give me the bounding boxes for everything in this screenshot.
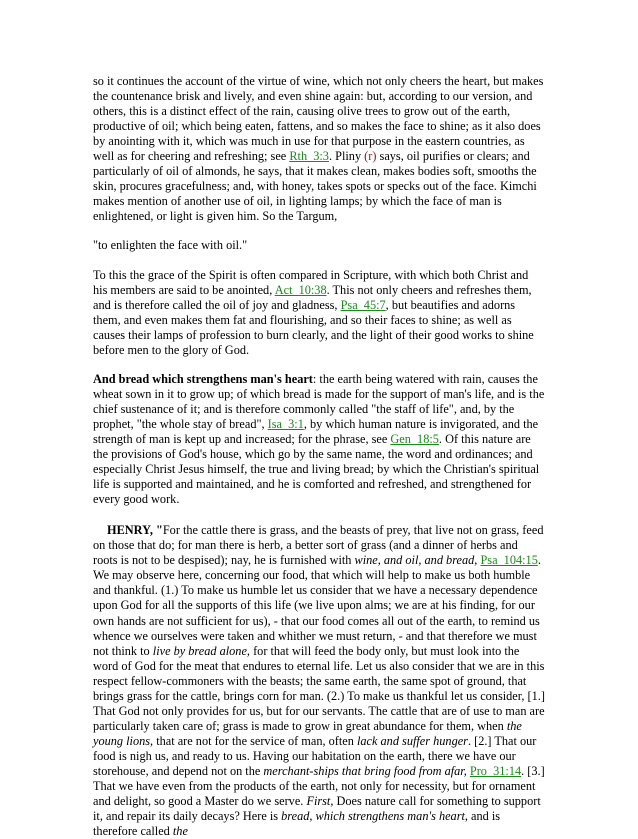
scripture-link[interactable]: Pro_31:14: [469, 763, 522, 778]
scripture-link[interactable]: Psa_104:15: [480, 553, 538, 568]
footnote-marker[interactable]: (r): [364, 149, 377, 164]
document-page: [93, 74, 545, 839]
paragraph-oil: so it continues the account of the virtue of wine, which not only cheers the heart, but makes the countenance brisk and lively, and even shine again: but, according to our version, and others, this is a distinct effect of the rain, causing olive trees to grow out of the earth, productive of oil; which being eaten, fattens, and so makes the face to shine; as it also does by anointing with it, which was much in use for that purpose in the eastern countries, as well as for cheering and refreshing; see Rth_3:3. Pliny (r) says, oil purifies or clears; and particularly of oil of almonds, he says, that it makes clean, makes bodies soft, smooths the skin, procures gracefulness; and, with honey, takes spots or specks out of the face. Kimchi makes mention of another use of oil, in lighting lamps; by which the face of man is enlightened, or light is given him. So the Targum,: [93, 74, 544, 224]
bold-heading: And bread which strengthens man's heart: [93, 371, 313, 386]
targum-quote: "to enlighten the face with oil.": [93, 238, 248, 253]
scripture-link[interactable]: Rth_3:3: [289, 149, 329, 164]
paragraph-spirit: To this the grace of the Spirit is often compared in Scripture, with which both Christ and his members are said to be anointed, Act_10:38. This not only cheers and refreshes them, and is therefore called the oil of joy and gladness, Psa_45:7, but beautifies and adorns them, and even makes them fat and flourishing, and so their faces to shine; as well as causes their lamps of profession to burn clearly, and the light of their good works to shine before men to the glory of God.: [93, 267, 534, 357]
scripture-link[interactable]: Gen_18:5: [390, 431, 439, 446]
scripture-link[interactable]: Isa_3:1: [267, 416, 304, 431]
paragraph-bread: And bread which strengthens man's heart: the earth being watered with rain, causes the wheat sown in it to grow up; of which bread is made for the support of man's life, and is the chief sustenance of it; and is therefore commonly called "the staff of life", and, by the prophet, "the whole stay of bread", Isa_3:1, by which human nature is invigorated, and the strength of man is kept up and increased; for the phrase, see Gen_18:5. Of this nature are the provisions of God's house, which go by the same name, the word and ordinances; and especially Christ Jesus himself, the true and living bread; by which the Christian's spiritual life is supported and maintained, and he is comforted and refreshed, and strengthened for every good work.: [93, 371, 545, 507]
scripture-link[interactable]: Act_10:38: [274, 282, 327, 297]
commentator-heading: HENRY, ": [107, 523, 163, 538]
scripture-link[interactable]: Psa_45:7: [340, 297, 386, 312]
paragraph-henry: HENRY, "For the cattle there is grass, and the beasts of prey, that live not on grass, feed on those that do; for man there is herb, a better sort of grass (and a dinner of herbs and roots is not to be despised); nay, he is furnished with wine, and oil, and bread, Psa_104:15. We may observe here, concerning our food, that which will help to make us both humble and thankful. (1.) To make us humble let us consider that we have a necessary dependence upon God for all the supports of this life (we live upon alms; we are at his finding, for our own hands are not sufficient for us), - that our food comes all out of the earth, to remind us whence we ourselves were taken and whither we must return, - and that therefore we must not think to live by bread alone, for that will feed the body only, but must look into the word of God for the meat that endures to eternal life. Let us also consider that we are in this respect fellow-commoners with the beasts; the same earth, the same spot of ground, that brings grass for the cattle, brings corn for man. (2.) To make us thankful let us consider, [1.] That God not only provides for us, but for our servants. The cattle that are of use to man are particularly taken care of; grass is made to grow in great abundance for them, when the young lions, that are not for the service of man, often lack and suffer hunger. [2.] That our food is nigh us, and ready to us. Having our habitation on the earth, there we have our storehouse, and depend not on the merchant-ships that bring food from afar, Pro_31:14. [3.] That we have even from the products of the earth, not only for necessity, but for ornament and delight, so good a Master do we serve. First, Does nature call for something to support it, and repair its daily decays? Here is bread, which strengthens man's heart, and is therefore called the: [93, 523, 545, 839]
